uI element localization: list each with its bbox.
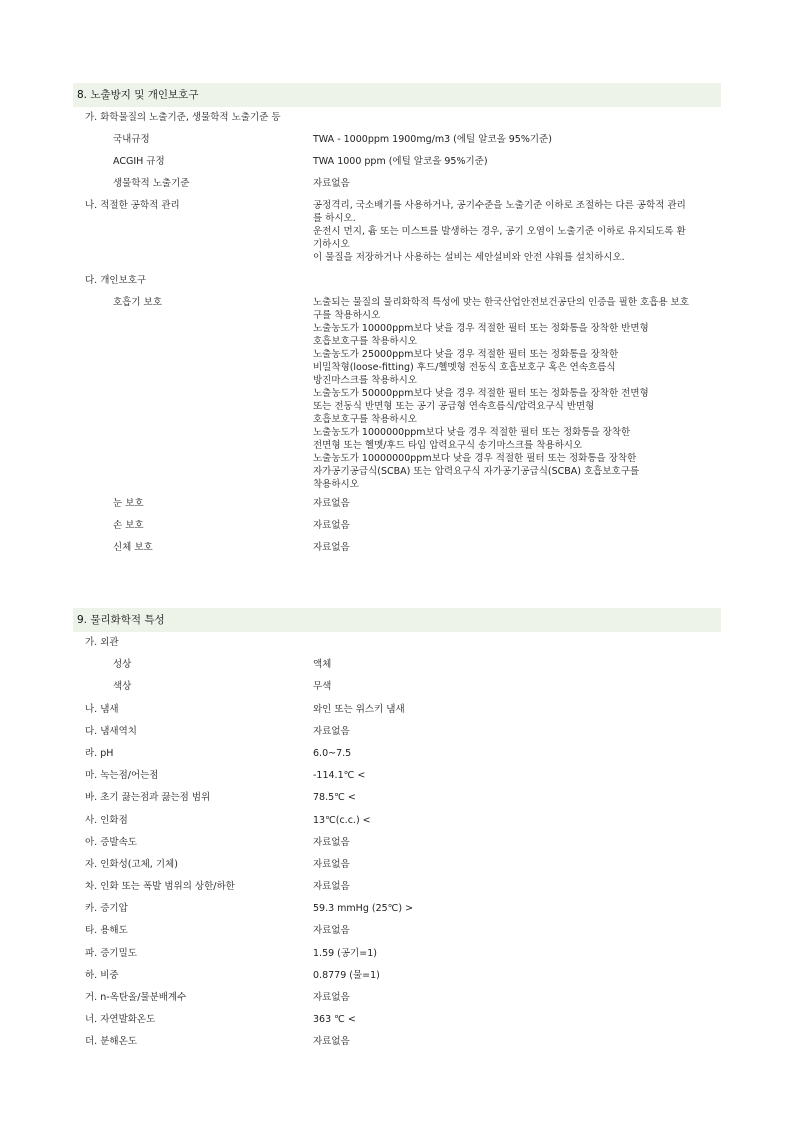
text-line: 노출되는 물질의 물리화학적 특성에 맞는 한국산업안전보건공단의 인증을 필한 호흡용 보호 [313, 297, 689, 308]
property-value: 와인 또는 위스키 냄새 [313, 703, 405, 715]
property-row [73, 1031, 721, 1053]
text-line: 노출농도가 1000000ppm보다 낮을 경우 적절한 필터 또는 정화통을 장착한 [313, 427, 631, 438]
engineering-controls-text [313, 195, 721, 264]
property-label: 하. 비중 [85, 969, 119, 981]
exposure-row-domestic [73, 129, 721, 151]
property-value: 59.3 mmHg (25℃) > [313, 903, 414, 915]
exposure-label: ACGIH 규정 [113, 156, 165, 167]
exposure-row-biological [73, 173, 721, 195]
property-row [73, 765, 721, 787]
msds-page [73, 83, 721, 1054]
property-label: 파. 증기밀도 [85, 947, 137, 959]
property-label: 카. 증기압 [85, 903, 128, 915]
property-label: 바. 초기 끓는점과 끓는점 범위 [85, 792, 211, 804]
exposure-label: 국내규정 [113, 134, 150, 145]
text-line: 노출농도가 10000ppm보다 낮을 경우 적절한 필터 또는 정화통을 장착한 반면형 [313, 323, 649, 334]
property-row [73, 743, 721, 765]
appearance-heading [73, 632, 721, 654]
property-label: 더. 분해온도 [85, 1036, 137, 1048]
text-line: 또는 전동식 반면형 또는 공기 공급형 연속흐름식/압력요구식 반면형 [313, 401, 595, 412]
property-row-color [73, 676, 721, 698]
property-value: 자료없음 [313, 1036, 350, 1048]
property-row [73, 920, 721, 942]
property-row [73, 832, 721, 854]
exposure-value: 자료없음 [313, 178, 350, 189]
property-label: 다. 냄새역치 [85, 725, 137, 737]
ppe-item-value: 자료없음 [313, 542, 350, 553]
ppe-item-value: 자료없음 [313, 520, 350, 531]
properties-table [73, 632, 721, 1054]
text-line: 노출농도가 10000000ppm보다 낮을 경우 적절한 필터 또는 정화통을 장착한 [313, 453, 637, 464]
property-value: 363 ℃ < [313, 1014, 356, 1026]
section-gap [73, 559, 721, 608]
property-label: 너. 자연발화온도 [85, 1014, 156, 1026]
text-line: 비밀착형(loose-fitting) 후드/헬멧형 전동식 호흡보호구 혹은 연속흐름식 [313, 362, 616, 373]
ppe-item-label: 신체 보호 [113, 542, 153, 553]
ppe-item-value: 자료없음 [313, 498, 350, 509]
exposure-label: 생물학적 노출기준 [113, 178, 190, 189]
property-label: 사. 인화점 [85, 814, 128, 826]
property-row [73, 1009, 721, 1031]
text-line: 노출농도가 25000ppm보다 낮을 경우 적절한 필터 또는 정화통을 장착한 [313, 349, 619, 360]
text-line: 호흡보호구를 착용하시오 [313, 414, 417, 425]
property-value: 78.5℃ < [313, 792, 356, 804]
property-label: 성상 [113, 659, 132, 671]
property-label: 라. pH [85, 747, 114, 759]
property-label: 나. 냄새 [85, 703, 119, 715]
text-line: 착용하시오 [313, 479, 359, 490]
property-label: 가. 외관 [85, 637, 119, 648]
text-line: 전면형 또는 헬멧/후드 타입 압력요구식 송기마스크를 착용하시오 [313, 440, 583, 451]
property-value: 액체 [313, 659, 332, 671]
property-label: 아. 증발속도 [85, 836, 137, 848]
respirator-text [313, 292, 721, 491]
section-9-title: 9. 물리화학적 특성 [77, 614, 165, 626]
property-value: 자료없음 [313, 925, 350, 937]
exposure-row-acgih [73, 151, 721, 173]
property-row [73, 721, 721, 743]
property-label: 자. 인화성(고체, 기체) [85, 858, 178, 870]
property-value: 13℃(c.c.) < [313, 814, 371, 826]
text-line: 호흡보호구를 착용하시오 [313, 336, 417, 347]
property-row [73, 787, 721, 809]
body-protection-row [73, 537, 721, 559]
property-value: 0.8779 (물=1) [313, 969, 380, 981]
section-8-title: 8. 노출방지 및 개인보호구 [77, 89, 199, 101]
property-value: -114.1℃ < [313, 770, 366, 782]
text-line: 운전시 먼지, 흄 또는 미스트를 발생하는 경우, 공기 오염이 노출기준 이하로 유지되도록 환 [313, 226, 686, 237]
text-line: 기하시오 [313, 239, 350, 250]
property-row [73, 987, 721, 1009]
property-label: 마. 녹는점/어는점 [85, 770, 159, 782]
text-line: 자가공기공급식(SCBA) 또는 압력요구식 자가공기공급식(SCBA) 호흡보호구를 [313, 466, 640, 477]
property-label: 거. n-옥탄올/물분배계수 [85, 992, 187, 1003]
ppe-heading [73, 270, 721, 292]
property-value: 자료없음 [313, 725, 350, 737]
property-row [73, 854, 721, 876]
ppe-item-label: 눈 보호 [113, 498, 144, 509]
text-line: 구를 착용하시오 [313, 310, 381, 321]
property-row-form [73, 654, 721, 676]
ppe-item-label: 손 보호 [113, 520, 144, 531]
property-value: 자료없음 [313, 858, 350, 870]
property-label: 색상 [113, 681, 132, 693]
section-8-header [73, 83, 721, 107]
property-value: 자료없음 [313, 836, 350, 848]
respirator-label: 호흡기 보호 [113, 297, 162, 308]
property-row [73, 699, 721, 721]
text-line: 이 물질을 저장하거나 사용하는 설비는 세안설비와 안전 샤워를 설치하시오. [313, 252, 625, 263]
property-label: 타. 용해도 [85, 925, 128, 937]
hand-protection-row [73, 515, 721, 537]
eye-protection-row [73, 493, 721, 515]
text-line: 노출농도가 50000ppm보다 낮을 경우 적절한 필터 또는 정화통을 장착한 전면형 [313, 388, 649, 399]
property-row [73, 876, 721, 898]
text-line: 방진마스크를 착용하시오 [313, 375, 417, 386]
property-row [73, 965, 721, 987]
property-row [73, 810, 721, 832]
text-line: 를 하시오. [313, 213, 356, 224]
ppe-label: 다. 개인보호구 [85, 275, 147, 286]
property-value: 6.0~7.5 [313, 747, 352, 759]
respirator-row [73, 292, 721, 493]
property-value: 자료없음 [313, 881, 350, 893]
exposure-value: TWA - 1000ppm 1900mg/m3 (에틸 알코올 95%기준) [313, 134, 552, 145]
property-label: 차. 인화 또는 폭발 범위의 상한/하한 [85, 881, 235, 893]
property-value: 무색 [313, 681, 332, 693]
exposure-value: TWA 1000 ppm (에틸 알코올 95%기준) [313, 156, 488, 167]
exposure-standards-heading [73, 107, 721, 129]
property-row [73, 943, 721, 965]
property-value: 1.59 (공기=1) [313, 947, 377, 959]
engineering-controls-row [73, 195, 721, 270]
property-row [73, 898, 721, 920]
engineering-controls-label: 나. 적절한 공학적 관리 [85, 200, 180, 211]
section-9-header [73, 608, 721, 632]
exposure-standards-label: 가. 화학물질의 노출기준, 생물학적 노출기준 등 [85, 112, 281, 123]
text-line: 공정격리, 국소배기를 사용하거나, 공기수준을 노출기준 이하로 조절하는 다른 공학적 관리 [313, 200, 686, 211]
property-value: 자료없음 [313, 992, 350, 1003]
